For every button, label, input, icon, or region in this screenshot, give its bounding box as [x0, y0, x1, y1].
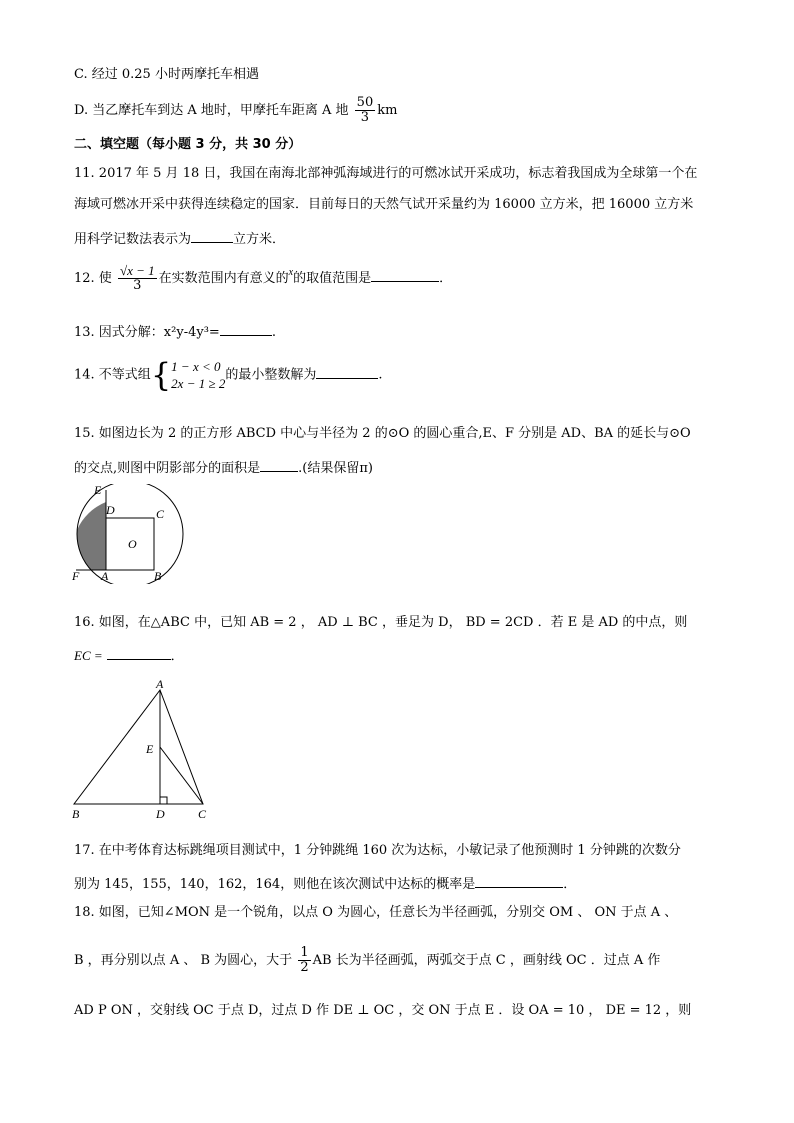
- q18-line2: B ，再分别以点 A 、 B 为圆心，大于 $\frac{1}{2}$ AB 长为半径画弧，两弧交于点 C ，画射线 OC ．过点 A 作: [74, 945, 661, 975]
- figure-15: [68, 484, 188, 584]
- label-a: A: [156, 677, 164, 691]
- q12: 12. 使 $\frac{√x - 1}{3}$ 在实数范围内有意义的$^x$的取值范围是 ．: [74, 263, 453, 293]
- q13: 13. 因式分解：x²y-4y³= .: [74, 321, 276, 342]
- answer-blank[interactable]: [107, 645, 171, 660]
- label-e: E: [146, 742, 154, 756]
- q15-line2: 的交点,则图中阴影部分的面积是 .(结果保留π): [74, 457, 373, 478]
- q16-line2: EC = ．: [74, 645, 184, 666]
- option-c: C. 经过 0.25 小时两摩托车相遇: [74, 67, 259, 82]
- q11-line3: 用科学记数法表示为 立方米．: [74, 228, 285, 249]
- fraction: $\frac{√x - 1}{3}$: [119, 263, 155, 293]
- option-d: [74, 96, 397, 125]
- line-ec: [160, 747, 203, 804]
- unit: km: [377, 103, 398, 118]
- shaded-region: [73, 502, 106, 570]
- answer-blank[interactable]: [191, 228, 233, 243]
- q14: 14. 不等式组{ 1 − x < 0 2x − 1 ≥ 2 的最小整数解为 .: [74, 356, 383, 394]
- q15-line1: 15. 如图边长为 2 的正方形 ABCD 中心与半径为 2 的⊙O 的圆心重合,E、F 分别是 AD、BA 的延长与⊙O: [74, 426, 691, 441]
- fraction: $\frac{1}{2}$: [300, 945, 309, 975]
- fraction: $\frac{50}{3}$: [356, 95, 374, 125]
- q17-line1: 17. 在中考体育达标跳绳项目测试中，1 分钟跳绳 160 次为达标，小敏记录了他预测时 1 分钟跳的次数分: [74, 843, 681, 858]
- brace: {: [150, 356, 172, 394]
- answer-blank[interactable]: [316, 364, 378, 379]
- q11-line2: 海域可燃冰开采中获得连续稳定的国家．目前每日的天然气试开采量约为 16000 立方米，把 16000 立方米: [74, 197, 694, 212]
- inequality-system: 1 − x < 0 2x − 1 ≥ 2: [171, 359, 226, 391]
- label-b: B: [154, 569, 162, 583]
- answer-blank[interactable]: [371, 267, 439, 282]
- q16-line1: 16. 如图，在△ABC 中，已知 AB = 2 ， AD ⊥ BC ，垂足为 D， BD = 2CD ．若 E 是 AD 的中点，则: [74, 615, 688, 630]
- label-o: O: [128, 537, 137, 551]
- q17-line2: 别为 145，155，140，162，164，则他在该次测试中达标的概率是 ．: [74, 873, 576, 894]
- label-a: A: [101, 569, 109, 583]
- q18-line3: AD P ON ，交射线 OC 于点 D，过点 D 作 DE ⊥ OC ，交 ON 于点 E ．设 OA = 10 ， DE = 12 ，则: [74, 1003, 692, 1018]
- answer-blank[interactable]: [260, 457, 298, 472]
- option-d-text: D. 当乙摩托车到达 A 地时，甲摩托车距离 A 地: [74, 103, 349, 118]
- label-b: B: [72, 807, 80, 821]
- figure-16: [68, 676, 218, 824]
- right-angle-mark: [160, 797, 167, 804]
- answer-blank[interactable]: [220, 321, 272, 336]
- label-f: F: [72, 569, 80, 583]
- label-c: C: [156, 507, 165, 521]
- q18-line1: 18. 如图，已知∠MON 是一个锐角，以点 O 为圆心，任意长为半径画弧，分别交 OM 、 ON 于点 A 、: [74, 905, 678, 920]
- label-d: D: [156, 807, 165, 821]
- answer-blank[interactable]: [475, 873, 563, 888]
- label-e: E: [94, 484, 102, 497]
- section-title: 二、填空题（每小题 3 分，共 30 分）: [74, 137, 302, 152]
- q11-line1: 11. 2017 年 5 月 18 日，我国在南海北部神弧海域进行的可燃冰试开采成功，标志着我国成为全球第一个在: [74, 166, 698, 181]
- label-c: C: [198, 807, 207, 821]
- label-d: D: [106, 503, 115, 517]
- triangle-abc: [74, 690, 203, 804]
